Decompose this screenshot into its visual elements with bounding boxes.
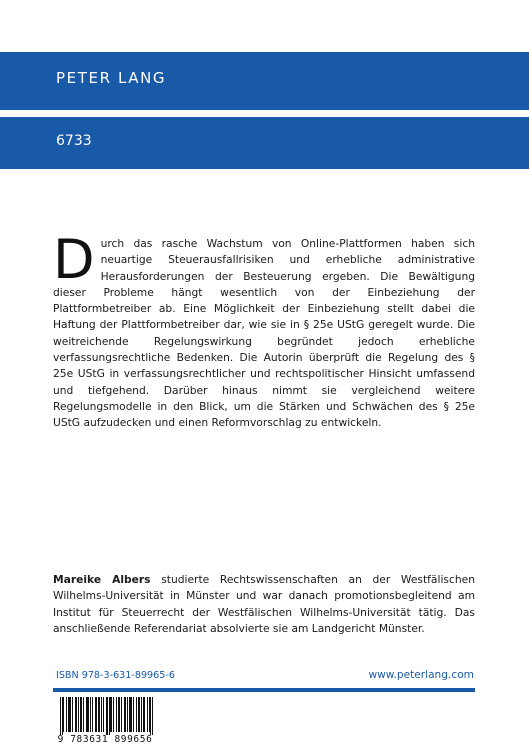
barcode-digits: 9 783631 899656: [57, 734, 153, 744]
isbn: ISBN 978-3-631-89965-6: [56, 670, 175, 681]
publisher-band: [0, 52, 529, 110]
barcode-bar: [141, 697, 142, 732]
barcode-bar: [111, 697, 112, 732]
barcode-bar: [81, 697, 82, 732]
barcode-bar: [152, 697, 153, 735]
series-band: [0, 117, 529, 169]
barcode-bar: [96, 697, 97, 732]
barcode-bar: [130, 697, 131, 732]
barcode-bar: [107, 697, 108, 735]
barcode-bar: [66, 697, 67, 732]
barcode-bar: [92, 697, 93, 732]
barcode-bar: [99, 697, 100, 732]
barcode-bar: [86, 697, 87, 732]
barcode-bar: [76, 697, 77, 732]
series-number: 6733: [56, 133, 92, 149]
author-bio: [53, 572, 475, 637]
barcode-bar: [106, 697, 107, 735]
barcode-bar: [149, 697, 150, 732]
barcode-bar: [60, 697, 61, 735]
barcode-bar: [119, 697, 120, 732]
barcode-bar: [127, 697, 128, 732]
barcode-bar: [125, 697, 126, 732]
barcode-bar: [70, 697, 71, 732]
barcode-bar: [69, 697, 70, 732]
barcode-bar: [113, 697, 114, 732]
barcode-bar: [139, 697, 140, 732]
barcode-bar: [95, 697, 96, 732]
barcode-bar: [129, 697, 130, 732]
barcode-bar: [90, 697, 91, 732]
barcode-bar: [133, 697, 134, 732]
publisher-name: PETER LANG: [56, 69, 167, 87]
author-name: Mareike Albers: [53, 573, 151, 586]
abstract-text: [53, 228, 475, 432]
barcode-bar: [87, 697, 88, 732]
barcode-bar: [83, 697, 84, 732]
barcode-bar: [144, 697, 145, 732]
barcode-bar: [78, 697, 79, 732]
barcode-bar: [101, 697, 102, 732]
barcode-bar: [63, 697, 64, 732]
barcode-bar: [75, 697, 76, 732]
drop-cap: D: [53, 228, 95, 291]
barcode-bar: [98, 697, 99, 732]
abstract-body: urch das rasche Wachstum von Online-Plattformen haben sich neuartige Steuerausfallrisiken und erhebliche administrative Herausforderungen der Besteuerung ergeben. Die Bewältigung dieser Probleme hängt wesentlich von der Einbeziehung der Plattformbetreiber ab. Eine Möglichkeit der Einbeziehung stellt dabei die Haftung der Plattformbetreiber dar, wie sie in § 25e UStG geregelt wurde. Die weitreichende Regelungswirkung begründet jedoch erhebliche verfassungsrechtliche Bedenken. Die Autorin überprüft die Regelung des § 25e UStG in verfassungsrechtlicher und rechtspolitischer Hinsicht umfassend und tiefgehend. Darüber hinaus nimmt sie vergleichend weitere Regelungsmodelle in den Blick, um die Stärken und Schwächen des § 25e UStG aufzudecken und einen Reformvorschlag zu entwickeln.: [53, 237, 475, 430]
barcode-bar: [147, 697, 148, 732]
barcode-bar: [68, 697, 69, 732]
barcode-bar: [88, 697, 89, 732]
barcode-bar: [110, 697, 111, 732]
website-link[interactable]: www.peterlang.com: [368, 669, 474, 681]
barcode-bars: [54, 696, 156, 744]
barcode-bar: [103, 697, 104, 732]
barcode-bar: [131, 697, 132, 732]
barcode-bar: [116, 697, 117, 732]
barcode-bar: [118, 697, 119, 732]
barcode-bar: [150, 697, 151, 735]
author-bio-text: studierte Rechtswissenschaften an der Westfälischen Wilhelms-Universität in Münster und war danach promotionsbegleitend am Institut für Steuerrecht der Westfälischen Wilhelms-Universität tätig. Das anschließende Referendariat absolvierte sie am Landgericht Münster.: [53, 573, 475, 635]
footer-rule: [53, 688, 475, 692]
barcode-bar: [143, 697, 144, 732]
barcode-bar: [109, 697, 110, 735]
barcode-bar: [80, 697, 81, 732]
barcode-bar: [62, 697, 63, 735]
barcode-bar: [136, 697, 137, 732]
barcode-bar: [72, 697, 73, 732]
barcode-bar: [138, 697, 139, 732]
barcode: [54, 696, 156, 744]
barcode-bar: [124, 697, 125, 732]
barcode-bar: [121, 697, 122, 732]
